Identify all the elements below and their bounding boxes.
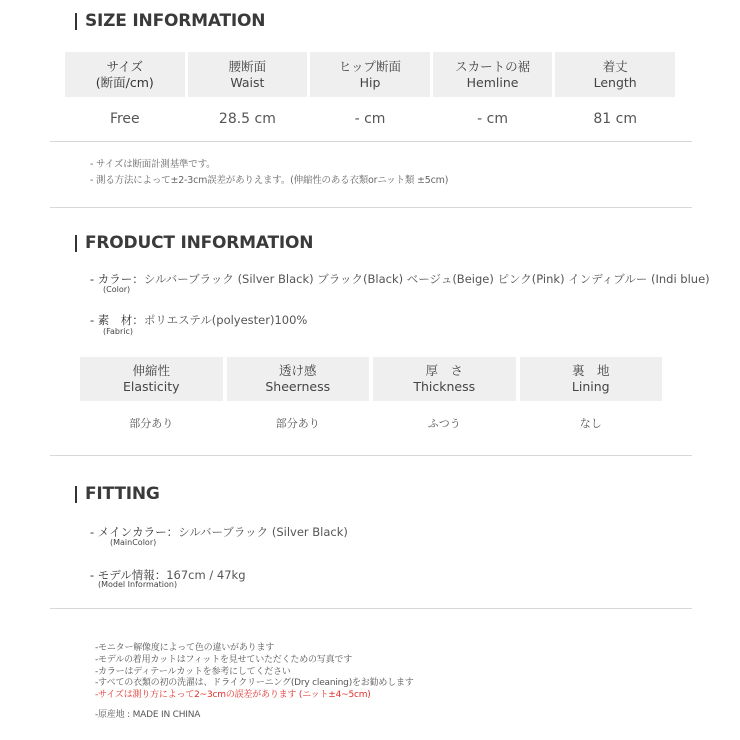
size-value-size: Free [109,111,140,127]
color-sublabel: (Color) [103,285,131,294]
title-bar [75,13,77,30]
prod-value-elasticity: 部分あり [129,417,174,430]
size-value-length: 81 cm [593,111,637,127]
header-en: Hip [359,74,381,90]
header-en: Sheerness [265,379,331,394]
care-note: -カラーはディテールカットを参考にしてください [95,666,291,677]
prod-header-sheerness [227,357,370,401]
divider [50,608,692,609]
table-row [65,97,675,141]
product-section-title [75,233,313,253]
fitting-section-title [75,484,160,504]
header-jp: ヒップ断面 [338,58,402,74]
size-table-header [65,52,675,97]
origin-note: -原産地 : MADE IN CHINA [95,709,201,720]
main-color-value: シルバーブラック (Silver Black) [178,525,348,539]
care-notes [95,643,414,722]
product-table [80,357,662,445]
care-note: -すべての衣類の初の洗濯は、ドライクリーニング(Dry cleaning)をお勧めします [95,678,414,689]
size-header-hemline [433,52,553,97]
main-color-label: - メインカラー： [90,525,179,539]
color-label: - カラー： [90,272,144,286]
size-header-length [555,52,675,97]
prod-header-thickness [373,357,516,401]
size-header-size [65,52,185,97]
header-en: Length [593,74,637,90]
divider [50,141,692,142]
fabric-value: ポリエステル(polyester)100% [143,313,308,327]
header-en: Waist [230,74,265,90]
header-jp: 伸縮性 [132,363,170,378]
size-title-text: SIZE INFORMATION [85,11,266,31]
title-bar [75,235,77,252]
header-en: Hemline [466,74,519,90]
divider [50,455,692,456]
size-warning-note: -サイズは測り方によって2~3cmの誤差があります (ニット±4~5cm) [95,690,371,701]
size-table [65,52,675,141]
model-label: - モデル情報： [90,568,167,582]
header-en: Lining [571,379,610,394]
model-sublabel: (Model Information) [98,580,178,589]
fabric-label: - 素 材： [90,313,144,327]
header-jp: 着丈 [602,58,628,74]
prod-value-thickness: ふつう [427,417,461,430]
header-jp: 透け感 [278,363,317,378]
divider [50,207,692,208]
size-header-hip [310,52,430,97]
header-jp: サイズ [106,58,144,74]
fitting-title-text: FITTING [85,484,160,504]
prod-header-lining [520,357,663,401]
size-header-waist [188,52,308,97]
prod-header-elasticity [80,357,223,401]
header-en: Thickness [413,379,476,394]
model-value: 167cm / 47kg [166,568,246,582]
size-notes [90,157,448,189]
size-value-waist: 28.5 cm [218,111,276,127]
care-note: -モデルの着用カットはフィットを見せていただくための写真です [95,654,352,665]
fabric-info [90,312,307,328]
product-title-text: FRODUCT INFORMATION [85,233,314,253]
size-section-title [75,11,265,31]
main-color-sublabel: (MainColor) [110,538,157,547]
table-row [80,401,662,445]
header-jp: スカートの裾 [455,58,531,74]
size-note: - 測る方法によって±2-3cm誤差がありえます。(伸縮性のある衣類orニット類 ±5cm) [90,175,449,186]
header-en: Elasticity [122,379,180,394]
size-note: - サイズは断面計測基準です。 [90,159,216,170]
fabric-sublabel: (Fabric) [103,327,133,336]
title-bar [75,486,77,503]
size-value-hemline: - cm [477,111,508,127]
prod-value-lining: なし [579,417,602,430]
prod-value-sheerness: 部分あり [275,417,320,430]
care-note: -モニター解像度によって色の違いがあります [95,643,275,653]
header-jp: 裏 地 [571,363,610,378]
color-info [90,271,710,287]
header-en: (断面/cm) [95,74,154,90]
header-jp: 腰断面 [228,58,267,74]
size-value-hip: - cm [354,111,386,127]
color-value: シルバーブラック (Silver Black) ブラック(Black) ベージュ(Beige) ピンク(Pink) インディブルー (Indi blue) [143,272,710,286]
header-jp: 厚 さ [425,363,463,378]
product-table-header [80,357,662,401]
